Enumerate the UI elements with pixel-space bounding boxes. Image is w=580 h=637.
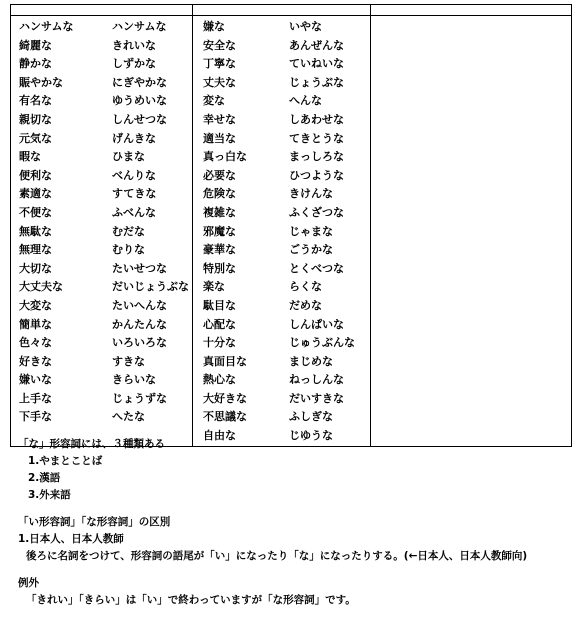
- word-row: [203, 241, 370, 260]
- kanji-form: 暇な: [19, 150, 41, 164]
- word-row: [203, 204, 370, 223]
- word-row: [203, 92, 370, 111]
- word-row: [19, 92, 192, 111]
- spacer: [18, 504, 574, 514]
- word-row: [19, 130, 192, 149]
- kana-reading: ひまな: [112, 150, 145, 164]
- header-cell-1: [11, 5, 193, 16]
- kana-reading: へんな: [289, 94, 322, 108]
- spacer: [18, 565, 574, 575]
- word-row: [19, 260, 192, 279]
- kanji-form: 不便な: [19, 205, 52, 219]
- kana-reading: げんきな: [112, 131, 156, 145]
- word-row: [19, 111, 192, 130]
- table-body-row: [11, 16, 572, 447]
- word-row: [19, 316, 192, 335]
- kanji-form: 必要な: [203, 168, 236, 182]
- word-row: [19, 185, 192, 204]
- word-row: [19, 204, 192, 223]
- kanji-form: 適当な: [203, 131, 236, 145]
- kana-reading: たいせつな: [112, 261, 167, 275]
- word-list-1: [11, 16, 192, 427]
- word-row: [203, 260, 370, 279]
- word-row: [19, 148, 192, 167]
- table-header-row: [11, 5, 572, 16]
- kana-reading: だめな: [289, 298, 322, 312]
- kanji-form: 大切な: [19, 261, 52, 275]
- kanji-form: 下手な: [19, 410, 52, 424]
- kanji-form: 真面目な: [203, 354, 247, 368]
- kana-reading: ねっしんな: [289, 373, 344, 387]
- type-item: 3.外来語: [28, 489, 71, 501]
- word-row: [19, 390, 192, 409]
- kana-reading: あんぜんな: [289, 38, 344, 52]
- word-row: [19, 297, 192, 316]
- kana-reading: じょうぶな: [289, 75, 344, 89]
- kanji-form: 無理な: [19, 243, 52, 257]
- types-heading: 「な」形容詞には、３種類ある: [18, 438, 165, 450]
- empty-column-3: [371, 16, 572, 447]
- kana-reading: にぎやかな: [112, 75, 167, 89]
- word-row: [203, 18, 370, 37]
- word-row: [19, 334, 192, 353]
- word-row: [19, 55, 192, 74]
- kana-reading: しあわせな: [289, 112, 344, 126]
- kana-reading: じゆうな: [289, 429, 333, 443]
- word-row: [19, 371, 192, 390]
- kanji-form: 便利な: [19, 168, 52, 182]
- kanji-form: 丁寧な: [203, 57, 236, 71]
- word-row: [19, 18, 192, 37]
- kanji-form: 大変な: [19, 298, 52, 312]
- word-row: [203, 408, 370, 427]
- teacher-text: 後ろに名詞をつけて、形容詞の語尾が「い」になったり「な」になったりする。(←日本人、日本人教師向): [26, 550, 528, 562]
- kana-reading: ふべんな: [112, 205, 156, 219]
- kanji-form: 心配な: [203, 317, 236, 331]
- kana-reading: かんたんな: [112, 317, 167, 331]
- word-row: [203, 316, 370, 335]
- kana-reading: きらいな: [112, 373, 156, 387]
- word-row: [19, 408, 192, 427]
- kana-reading: へたな: [112, 410, 145, 424]
- word-row: [19, 241, 192, 260]
- kanji-form: 嫌いな: [19, 373, 52, 387]
- kana-reading: きけんな: [289, 187, 333, 201]
- word-row: [203, 74, 370, 93]
- kana-reading: ふしぎな: [289, 410, 333, 424]
- kanji-form: 静かな: [19, 57, 52, 71]
- kanji-form: 不思議な: [203, 410, 247, 424]
- word-row: [203, 223, 370, 242]
- word-row: [19, 278, 192, 297]
- word-column-2: [193, 16, 371, 447]
- kanji-form: 上手な: [19, 391, 52, 405]
- word-row: [19, 74, 192, 93]
- word-row: [203, 278, 370, 297]
- kanji-form: 邪魔な: [203, 224, 236, 238]
- kana-reading: しんせつな: [112, 112, 167, 126]
- word-row: [203, 111, 370, 130]
- kanji-form: 自由な: [203, 429, 236, 443]
- kanji-form: 豪華な: [203, 243, 236, 257]
- word-row: [203, 148, 370, 167]
- word-row: [203, 353, 370, 372]
- word-row: [203, 37, 370, 56]
- kana-reading: むりな: [112, 243, 145, 257]
- kana-reading: ハンサムな: [112, 20, 167, 33]
- kanji-form: 賑やかな: [19, 75, 63, 89]
- kana-reading: とくべつな: [289, 261, 344, 275]
- kana-reading: べんりな: [112, 168, 156, 182]
- kanji-form: 丈夫な: [203, 75, 236, 89]
- kana-reading: じゃまな: [289, 224, 333, 238]
- word-row: [203, 297, 370, 316]
- kanji-form: 特別な: [203, 261, 236, 275]
- kana-reading: いやな: [289, 20, 322, 33]
- kana-reading: じょうずな: [112, 391, 167, 405]
- kanji-form: 有名な: [19, 94, 52, 108]
- kanji-form: 綺麗な: [19, 38, 52, 52]
- kana-reading: だいすきな: [289, 391, 344, 405]
- word-row: [19, 223, 192, 242]
- kana-reading: ていねいな: [289, 57, 344, 71]
- exception-heading: 例外: [18, 577, 39, 589]
- kanji-form: 楽な: [203, 280, 225, 294]
- kana-reading: まっしろな: [289, 150, 344, 164]
- kana-reading: まじめな: [289, 354, 333, 368]
- kanji-form: 好きな: [19, 354, 52, 368]
- kanji-form: 駄目な: [203, 298, 236, 312]
- kanji-form: 変な: [203, 94, 225, 108]
- word-row: [203, 185, 370, 204]
- kana-reading: しんぱいな: [289, 317, 344, 331]
- kanji-form: 真っ白な: [203, 150, 247, 164]
- word-row: [19, 353, 192, 372]
- word-row: [203, 130, 370, 149]
- kana-reading: きれいな: [112, 38, 156, 52]
- kanji-form: 親切な: [19, 112, 52, 126]
- word-row: [19, 37, 192, 56]
- kana-reading: ふくざつな: [289, 205, 344, 219]
- word-row: [203, 55, 370, 74]
- kanji-form: 大好きな: [203, 391, 247, 405]
- kana-reading: だいじょうぶな: [112, 280, 189, 294]
- word-row: [19, 167, 192, 186]
- word-row: [203, 371, 370, 390]
- word-list-2: [193, 16, 370, 446]
- kana-reading: ごうかな: [289, 243, 333, 257]
- type-item: 1.やまとことば: [28, 455, 103, 467]
- kana-reading: たいへんな: [112, 298, 167, 312]
- kana-reading: らくな: [289, 280, 322, 294]
- difference-heading: 「い形容詞」「な形容詞」の区別: [18, 516, 171, 528]
- type-item: 2.漢語: [28, 472, 61, 484]
- exception-text: 「きれい」「きらい」は「い」で終わっていますが「な形容詞」です。: [26, 594, 356, 606]
- word-row: [203, 167, 370, 186]
- kanji-form: 安全な: [203, 38, 236, 52]
- word-row: [203, 390, 370, 409]
- kanji-form: 簡単な: [19, 317, 52, 331]
- kana-reading: しずかな: [112, 57, 156, 71]
- kanji-form: 大丈夫な: [19, 280, 63, 294]
- kana-reading: ひつような: [289, 168, 344, 182]
- teacher-label: 1.日本人、日本人教師: [18, 533, 124, 545]
- kanji-form: 色々な: [19, 336, 52, 350]
- kanji-form: ハンサムな: [19, 20, 74, 33]
- kana-reading: いろいろな: [112, 336, 167, 350]
- kanji-form: 幸せな: [203, 112, 236, 126]
- kanji-form: 元気な: [19, 131, 52, 145]
- kana-reading: むだな: [112, 224, 145, 238]
- kanji-form: 複雑な: [203, 205, 236, 219]
- kana-reading: ゆうめいな: [112, 94, 167, 108]
- kanji-form: 嫌な: [203, 20, 225, 33]
- kana-reading: すきな: [112, 354, 145, 368]
- header-cell-3: [371, 5, 572, 16]
- kana-reading: すてきな: [112, 187, 157, 201]
- word-row: [203, 334, 370, 353]
- word-column-1: [11, 16, 193, 447]
- kanji-form: 熱心な: [203, 373, 236, 387]
- kanji-form: 無駄な: [19, 224, 52, 238]
- kanji-form: 危険な: [203, 187, 236, 201]
- kana-reading: じゅうぶんな: [289, 336, 355, 350]
- notes-section: [18, 436, 574, 609]
- adjective-table: [10, 4, 572, 447]
- kanji-form: 十分な: [203, 336, 236, 350]
- kanji-form: 素適な: [19, 187, 52, 201]
- header-cell-2: [193, 5, 371, 16]
- kana-reading: てきとうな: [289, 131, 344, 145]
